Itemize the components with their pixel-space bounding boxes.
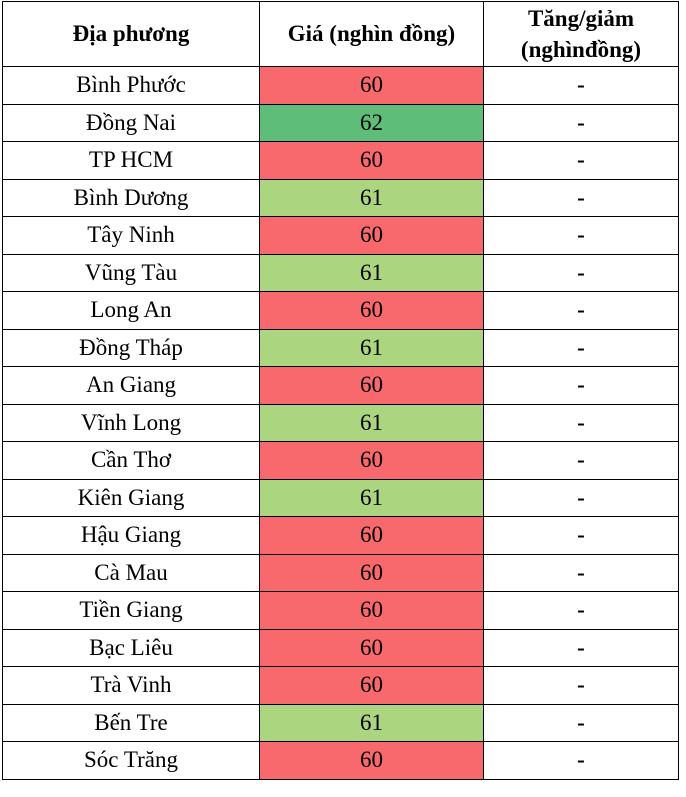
table-row — [3, 629, 679, 667]
region-cell: Hậu Giang — [3, 517, 260, 555]
price-cell: 61 — [260, 479, 484, 517]
table-row — [3, 592, 679, 630]
header-change: Tăng/giảm (nghìnđồng) — [484, 2, 679, 67]
change-cell: - — [484, 67, 679, 105]
table-row — [3, 442, 679, 480]
header-row — [3, 2, 679, 67]
table-row — [3, 517, 679, 555]
region-cell: Bình Phước — [3, 67, 260, 105]
price-cell: 60 — [260, 442, 484, 480]
change-cell: - — [484, 442, 679, 480]
region-cell: An Giang — [3, 367, 260, 405]
price-cell: 61 — [260, 329, 484, 367]
price-cell: 62 — [260, 104, 484, 142]
region-cell: Sóc Trăng — [3, 742, 260, 780]
table-row — [3, 142, 679, 180]
price-cell: 60 — [260, 292, 484, 330]
region-cell: Bình Dương — [3, 179, 260, 217]
region-cell: Đồng Tháp — [3, 329, 260, 367]
table-row — [3, 554, 679, 592]
change-cell: - — [484, 367, 679, 405]
price-cell: 60 — [260, 217, 484, 255]
header-price: Giá (nghìn đồng) — [260, 2, 484, 67]
change-cell: - — [484, 629, 679, 667]
region-cell: Bến Tre — [3, 704, 260, 742]
price-cell: 60 — [260, 592, 484, 630]
price-cell: 60 — [260, 554, 484, 592]
table-row — [3, 292, 679, 330]
price-cell: 60 — [260, 367, 484, 405]
region-cell: Vũng Tàu — [3, 254, 260, 292]
table-row — [3, 67, 679, 105]
region-cell: Trà Vinh — [3, 667, 260, 705]
change-cell: - — [484, 254, 679, 292]
change-cell: - — [484, 667, 679, 705]
table-row — [3, 404, 679, 442]
region-cell: Đồng Nai — [3, 104, 260, 142]
price-cell: 61 — [260, 404, 484, 442]
change-cell: - — [484, 479, 679, 517]
header-region: Địa phương — [3, 2, 260, 67]
table-row — [3, 479, 679, 517]
region-cell: Cần Thơ — [3, 442, 260, 480]
price-cell: 60 — [260, 667, 484, 705]
table-body — [3, 67, 679, 780]
region-cell: Tiền Giang — [3, 592, 260, 630]
change-cell: - — [484, 517, 679, 555]
table-row — [3, 179, 679, 217]
table-row — [3, 217, 679, 255]
table-row — [3, 704, 679, 742]
change-cell: - — [484, 554, 679, 592]
price-cell: 61 — [260, 254, 484, 292]
change-cell: - — [484, 179, 679, 217]
price-cell: 60 — [260, 517, 484, 555]
change-cell: - — [484, 142, 679, 180]
table-row — [3, 329, 679, 367]
price-table — [2, 1, 679, 780]
region-cell: Long An — [3, 292, 260, 330]
region-cell: Tây Ninh — [3, 217, 260, 255]
table-row — [3, 367, 679, 405]
table-row — [3, 742, 679, 780]
price-cell: 60 — [260, 629, 484, 667]
change-cell: - — [484, 217, 679, 255]
region-cell: TP HCM — [3, 142, 260, 180]
region-cell: Bạc Liêu — [3, 629, 260, 667]
table-row — [3, 254, 679, 292]
price-cell: 60 — [260, 742, 484, 780]
price-cell: 60 — [260, 142, 484, 180]
price-cell: 61 — [260, 704, 484, 742]
region-cell: Vĩnh Long — [3, 404, 260, 442]
change-cell: - — [484, 742, 679, 780]
table-row — [3, 104, 679, 142]
change-cell: - — [484, 104, 679, 142]
change-cell: - — [484, 329, 679, 367]
table-row — [3, 667, 679, 705]
change-cell: - — [484, 404, 679, 442]
change-cell: - — [484, 704, 679, 742]
change-cell: - — [484, 592, 679, 630]
price-cell: 60 — [260, 67, 484, 105]
region-cell: Kiên Giang — [3, 479, 260, 517]
region-cell: Cà Mau — [3, 554, 260, 592]
change-cell: - — [484, 292, 679, 330]
price-cell: 61 — [260, 179, 484, 217]
